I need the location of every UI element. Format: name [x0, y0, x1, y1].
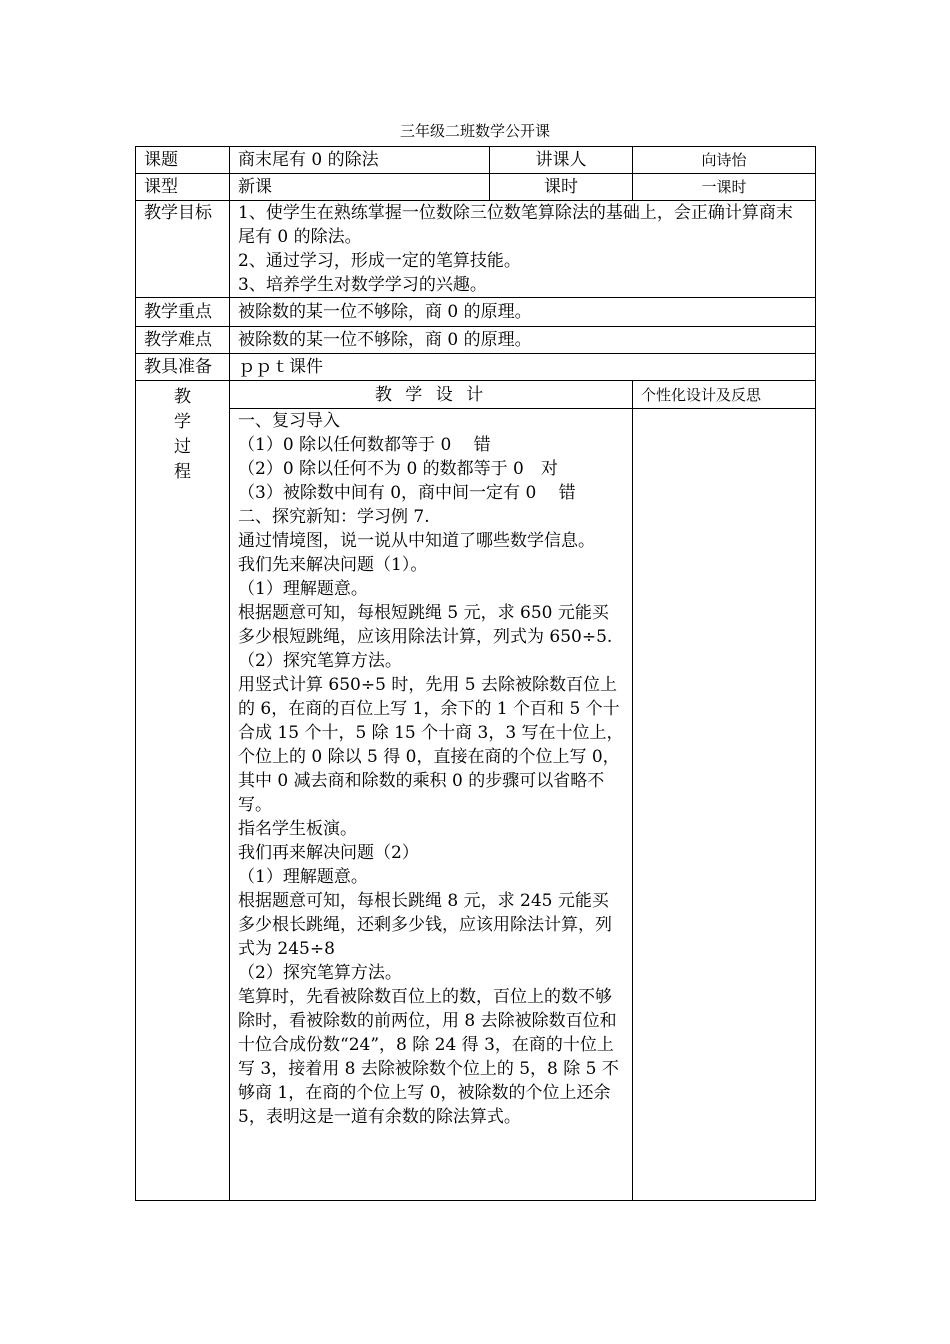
topic-value: 商末尾有 0 的除法 [230, 147, 490, 174]
materials-label: 教具准备 [136, 354, 230, 381]
design-line: 笔算时，先看被除数百位上的数，百位上的数不够除时，看被除数的前两位，用 8 去除被除数百位和十位合成份数“24”，8 除 24 得 3，在商的十位上写 3，接着用 8 去除被除数个位上的 5，8 除 5 不够商 1，在商的个位上写 0，被除数的个位上还余 5，表明这是一道有余数的除法算式。 [238, 987, 619, 1127]
design-line: （2）0 除以任何不为 0 的数都等于 0 对 [238, 459, 558, 479]
row-difficulty [136, 327, 816, 354]
design-line: 根据题意可知，每根短跳绳 5 元，求 650 元能买多少根短跳绳，应该用除法计算，列式为 650÷5. [238, 603, 613, 647]
materials-value: ｐｐｔ课件 [230, 354, 816, 381]
goals-label: 教学目标 [136, 201, 230, 298]
row-topic [136, 147, 816, 174]
row-materials [136, 354, 816, 381]
design-line: 用竖式计算 650÷5 时，先用 5 去除被除数百位上的 6，在商的百位上写 1，余下的 1 个百和 5 个十合成 15 个十，5 除 15 个十商 3，3 写在十位上，个位上的 0 除以 5 得 0，直接在商的个位上写 0，其中 0 减去商和除数的乘积 0 的步骤可以省略不写。 [238, 675, 624, 815]
design-header [230, 381, 633, 409]
process-label-char: 程 [174, 462, 191, 482]
design-line: （3）被除数中间有 0，商中间一定有 0 错 [238, 483, 576, 503]
key-point-value: 被除数的某一位不够除，商 0 的原理。 [230, 298, 816, 327]
row-goals [136, 201, 816, 298]
design-line: 我们先来解决问题（1）。 [238, 555, 428, 575]
difficulty-value: 被除数的某一位不够除，商 0 的原理。 [230, 327, 816, 354]
lesson-plan-table [135, 146, 816, 1201]
design-line: 二、探究新知：学习例 7. [238, 507, 430, 527]
goal-line: 2、通过学习，形成一定的笔算技能。 [238, 251, 521, 271]
reflection-header: 个性化设计及反思 [633, 381, 816, 409]
goal-line: 1、使学生在熟练掌握一位数除三位数笔算除法的基础上，会正确计算商末尾有 0 的除法。 [238, 203, 793, 247]
design-line: 指名学生板演。 [238, 819, 357, 839]
process-label-char: 教 [174, 387, 191, 407]
type-value: 新课 [230, 174, 490, 201]
design-header-text: 教 学 设 计 [374, 384, 488, 405]
design-content [230, 409, 633, 1201]
lecturer-label: 讲课人 [490, 147, 633, 174]
row-process-body [136, 409, 816, 1201]
row-key-point [136, 298, 816, 327]
process-label [136, 381, 230, 1201]
design-line: 通过情境图，说一说从中知道了哪些数学信息。 [238, 531, 595, 551]
design-line: （2）探究笔算方法。 [238, 651, 402, 671]
type-label: 课型 [136, 174, 230, 201]
design-line: （1）理解题意。 [238, 579, 368, 599]
hours-label: 课时 [490, 174, 633, 201]
lecturer-value: 向诗怡 [633, 147, 816, 174]
design-line: 一、复习导入 [238, 411, 340, 431]
topic-label: 课题 [136, 147, 230, 174]
design-line: 我们再来解决问题（2） [238, 843, 419, 863]
reflection-content [633, 409, 816, 1201]
design-line: 根据题意可知，每根长跳绳 8 元，求 245 元能买多少根长跳绳，还剩多少钱，应该用除法计算，列式为 245÷8 [238, 891, 612, 959]
difficulty-label: 教学难点 [136, 327, 230, 354]
goals-content [230, 201, 816, 298]
key-point-label: 教学重点 [136, 298, 230, 327]
goal-line: 3、培养学生对数学学习的兴趣。 [238, 275, 487, 295]
process-label-char: 学 [174, 412, 191, 432]
row-process-header [136, 381, 816, 409]
document-title: 三年级二班数学公开课 [399, 122, 550, 140]
design-line: （2）探究笔算方法。 [238, 963, 402, 983]
design-line: （1）0 除以任何数都等于 0 错 [238, 435, 491, 455]
process-label-char: 过 [174, 437, 191, 457]
row-type [136, 174, 816, 201]
hours-value: 一课时 [633, 174, 816, 201]
design-line: （1）理解题意。 [238, 867, 368, 887]
